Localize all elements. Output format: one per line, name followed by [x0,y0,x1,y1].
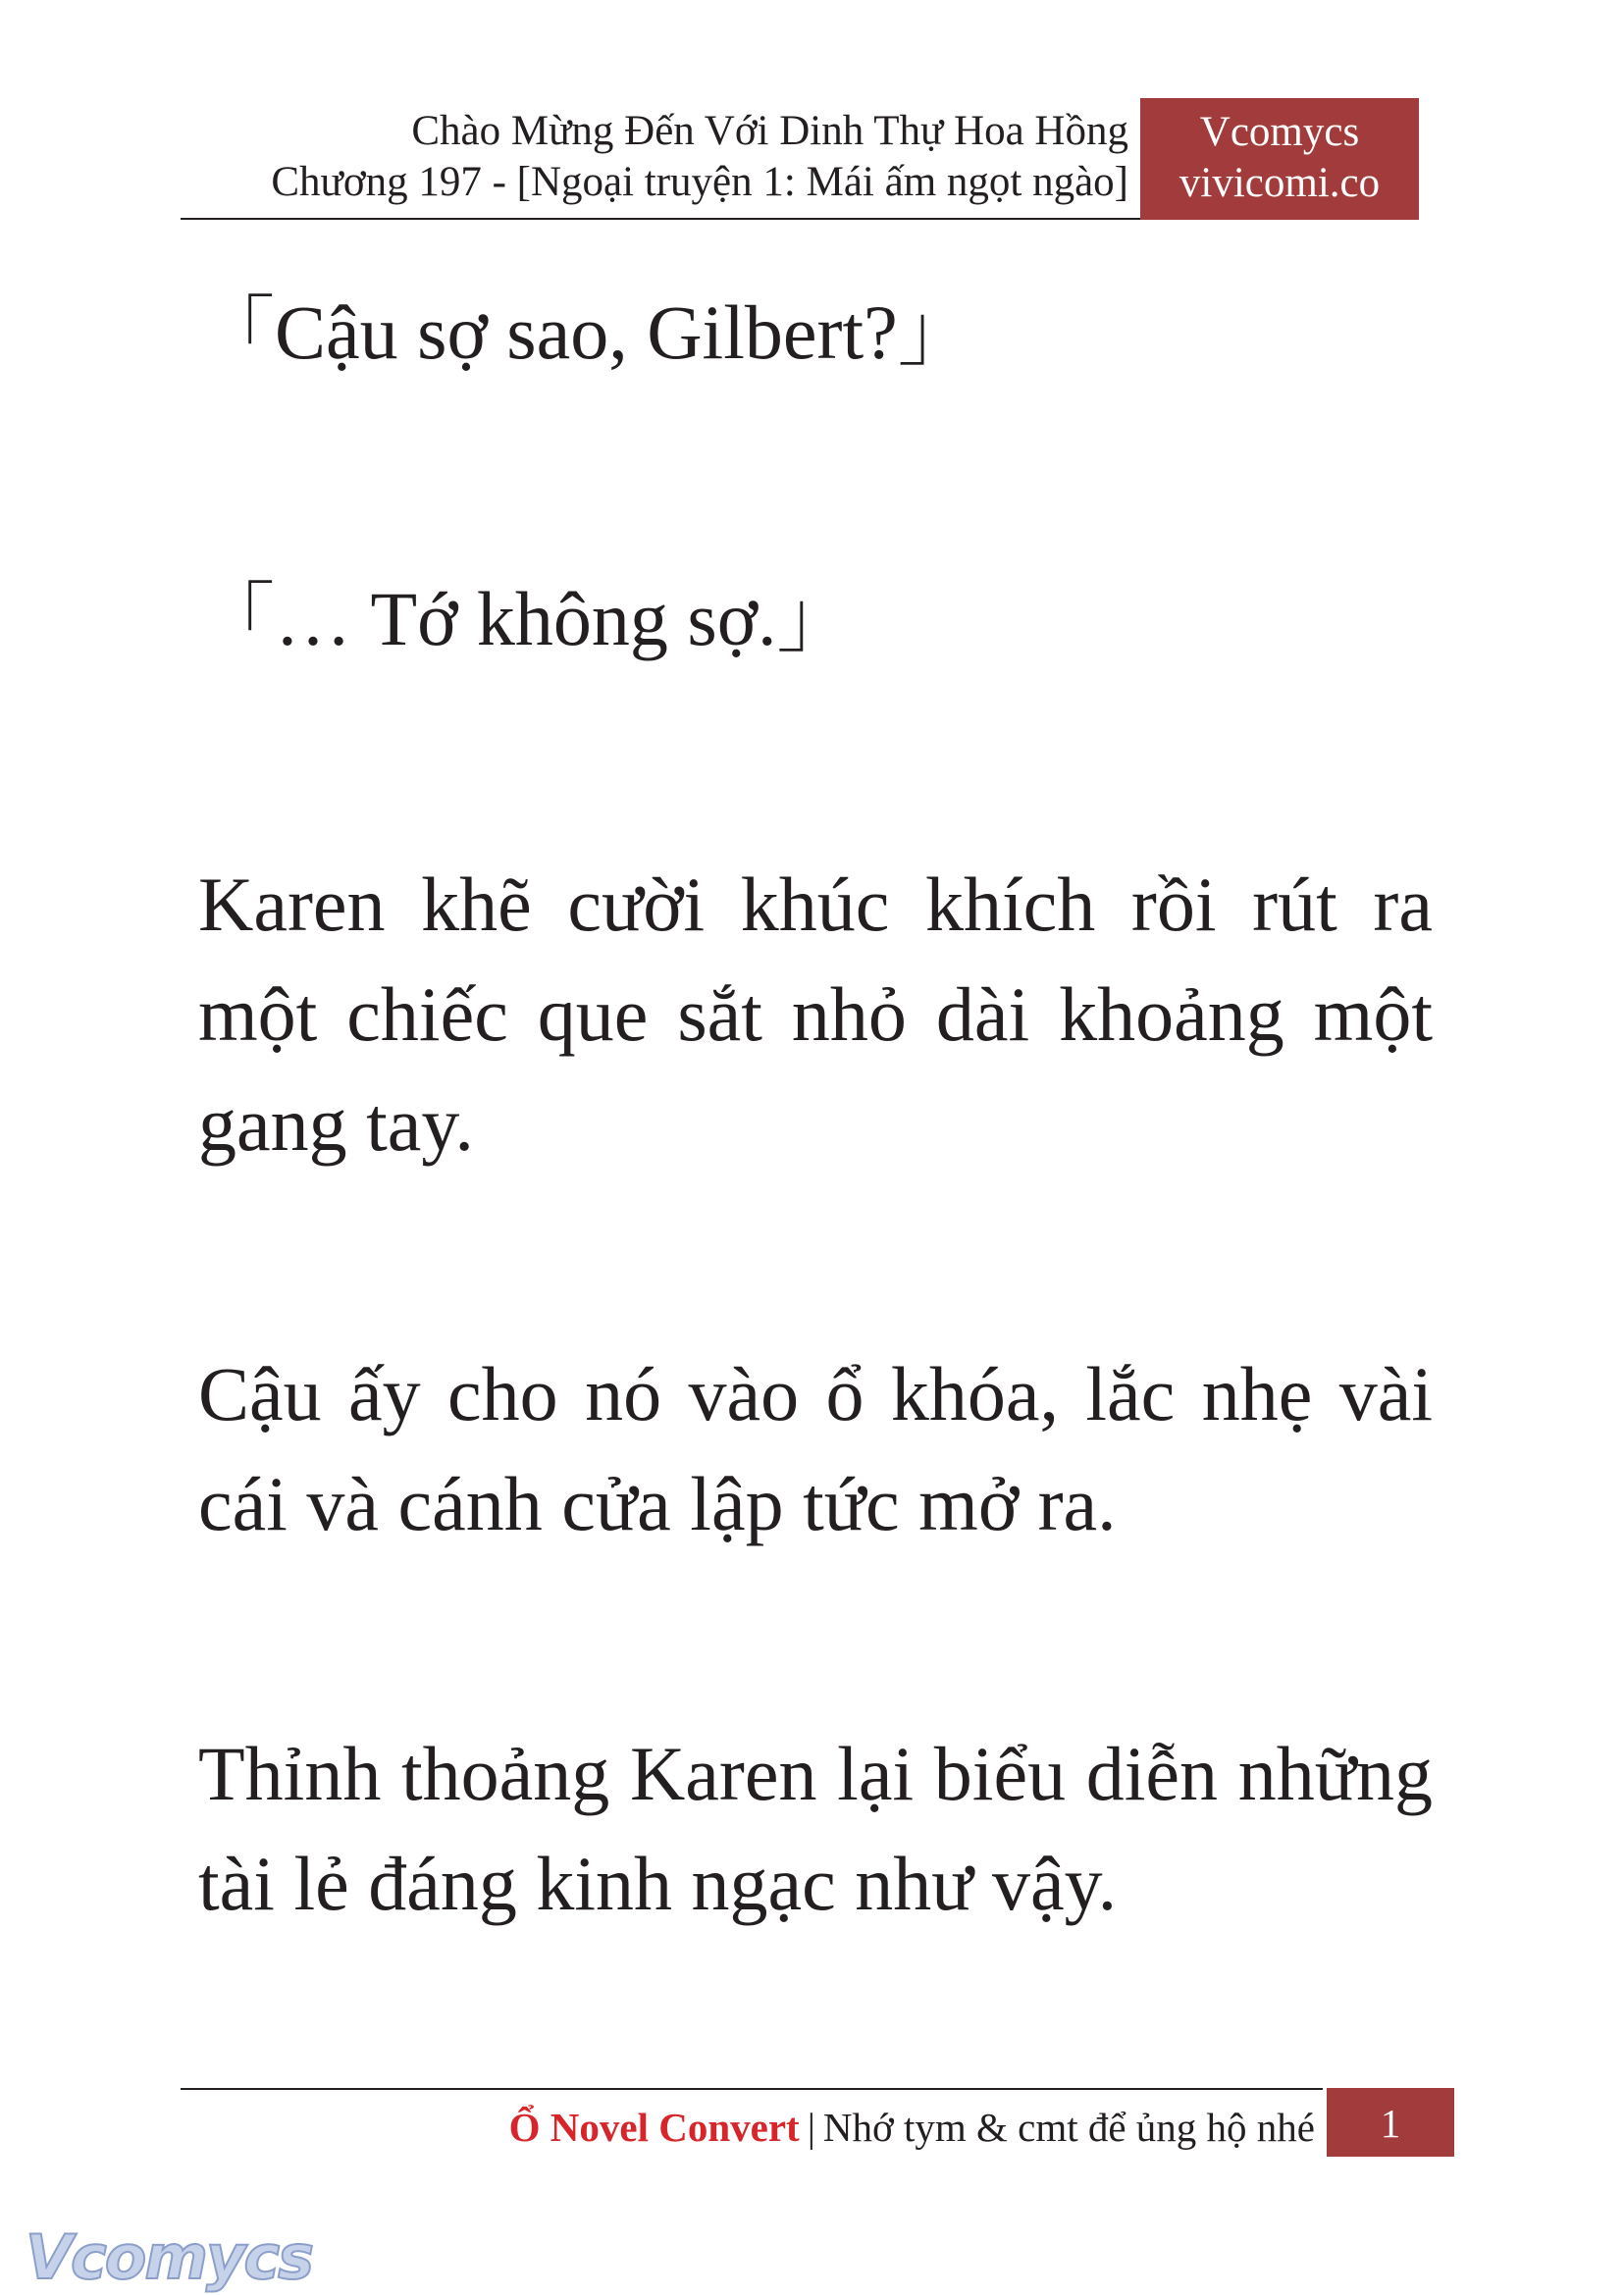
header-divider [181,218,1140,220]
footer-separator: | [807,2105,815,2150]
header-brand-box [1140,98,1419,220]
footer-divider [181,2088,1323,2090]
page-header [181,98,1419,220]
footer-message: Nhớ tym & cmt để ủng hộ nhé [822,2105,1315,2150]
narration-paragraph: Thỉnh thoảng Karen lại biểu diễn những tài lẻ đáng kinh ngạc như vậy. [198,1731,1433,1926]
dialogue-line: 「… Tớ không sợ.」 [198,576,854,661]
chapter-title: Chương 197 - [Ngoại truyện 1: Mái ấm ngọt ngào] [271,159,1128,205]
footer-text [509,2100,1315,2155]
header-titles [271,106,1128,208]
series-title: Chào Mừng Đến Với Dinh Thự Hoa Hồng [411,108,1128,154]
dialogue-line: 「Cậu sợ sao, Gilbert?」 [198,289,974,375]
page-number: 1 [1327,2088,1454,2157]
narration-paragraph: Karen khẽ cười khúc khích rồi rút ra một chiếc que sắt nhỏ dài khoảng một gang tay. [198,861,1433,1167]
narration-paragraph: Cậu ấy cho nó vào ổ khóa, lắc nhẹ vài cái và cánh cửa lập tức mở ra. [198,1351,1433,1546]
footer-brand: Ổ Novel Convert [508,2105,800,2150]
watermark-logo: Vcomycs [26,2221,313,2293]
page-footer [181,2088,1454,2157]
brand-name: Vcomycs [1199,109,1360,155]
brand-site: vivicomi.co [1179,160,1381,206]
